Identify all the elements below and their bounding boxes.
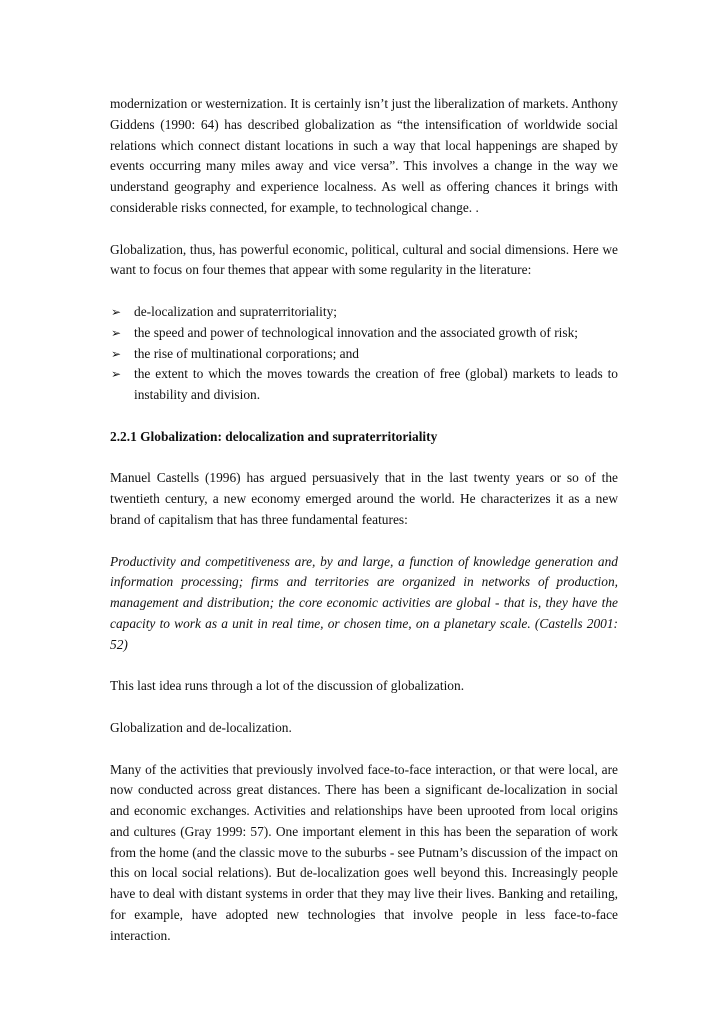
list-item	[110, 323, 618, 344]
list-item-text: de-localization and supraterritoriality;	[134, 303, 338, 319]
document-page	[110, 94, 618, 967]
list-item	[110, 302, 618, 323]
themes-list	[110, 302, 618, 406]
paragraph-castells: Manuel Castells (1996) has argued persuasively that in the last twenty years or so of the twentieth century, a new economy emerged around the world. He characterizes it as a new brand of capitalism that has three fundamental features:	[110, 470, 618, 527]
section-heading: 2.2.1 Globalization: delocalization and supraterritoriality	[110, 428, 438, 444]
list-item	[110, 344, 618, 365]
block-quote: Productivity and competitiveness are, by and large, a function of knowledge generation and information processing; firms and territories are organized in networks of production, management and distribution; the core economic activities are global - that is, they have the capacity to work as a unit in real time, or chosen time, on a planetary scale. (Castells 2001: 52)	[110, 553, 618, 652]
list-item-text: the extent to which the moves towards the creation of free (global) markets to leads to instability and division.	[134, 366, 618, 403]
list-item	[110, 364, 618, 406]
arrowhead-bullet-icon: ➢	[111, 346, 122, 361]
arrowhead-bullet-icon: ➢	[111, 325, 122, 340]
list-item-text: the rise of multinational corporations; and	[134, 345, 359, 361]
paragraph-delocalization: Many of the activities that previously involved face-to-face interaction, or that were local, are now conducted across great distances. There has been a significant de-localization in social and economic exchanges. Activities and relationships have been uprooted from local origins and cultures (Gray 1999: 57). One important element in this has been the separation of work from the home (and the classic move to the suburbs - see Putnam’s discussion of the impact on this on local social relations). But de-localization goes well beyond this. Increasingly people have to deal with distant systems in order that they may live their lives. Banking and retailing, for example, have adopted new technologies that involve people in less face-to-face interaction.	[110, 761, 618, 943]
paragraph-last-idea: This last idea runs through a lot of the discussion of globalization.	[110, 678, 465, 694]
arrowhead-bullet-icon: ➢	[111, 367, 122, 382]
arrowhead-bullet-icon: ➢	[111, 304, 122, 319]
paragraph-intro: modernization or westernization. It is certainly isn’t just the liberalization of markets. Anthony Giddens (1990: 64) has described globalization as “the intensification of worldwide social relations which connect distant locations in such a way that local happenings are shaped by events occurring many miles away and vice versa”. This involves a change in the way we understand geography and experience localness. As well as offering chances it brings with considerable risks connected, for example, to technological change. .	[110, 96, 618, 215]
list-item-text: the speed and power of technological innovation and the associated growth of risk;	[134, 324, 578, 340]
subheading-delocalization: Globalization and de-localization.	[110, 719, 292, 735]
paragraph-dimensions: Globalization, thus, has powerful economic, political, cultural and social dimensions. Here we want to focus on four themes that appear with some regularity in the literature:	[110, 241, 618, 278]
